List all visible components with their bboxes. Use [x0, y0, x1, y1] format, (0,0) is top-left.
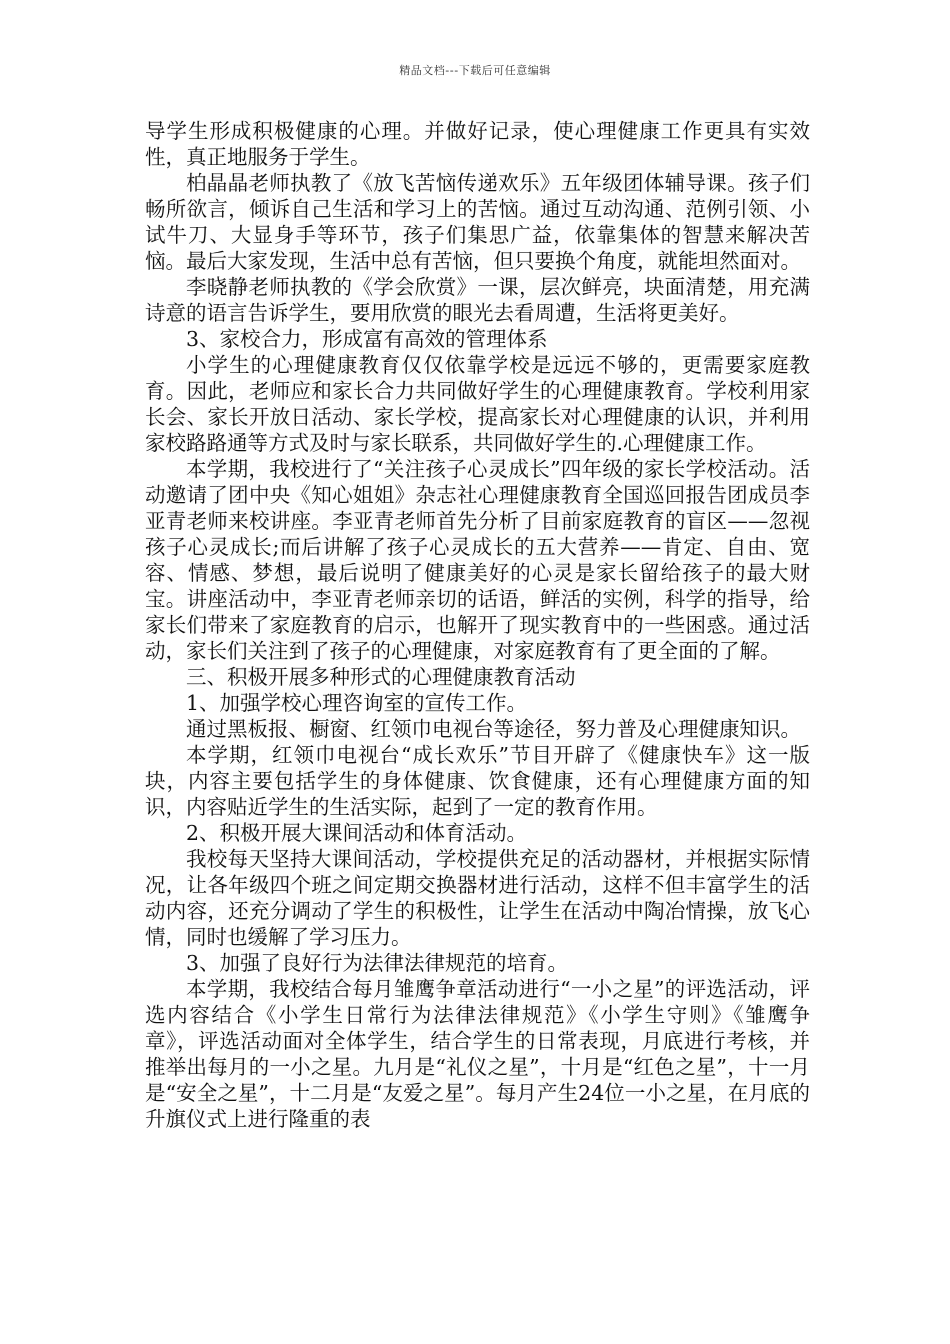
- paragraph: 本学期，我校进行了“关注孩子心灵成长”四年级的家长学校活动。活动邀请了团中央《知心姐姐》杂志社心理健康教育全国巡回报告团成员李亚青老师来校讲座。李亚青老师首先分析了目前家庭教育的盲区——忽视孩子心灵成长;而后讲解了孩子心灵成长的五大营养——肯定、自由、宽容、情感、梦想，最后说明了健康美好的心灵是家长留给孩子的最大财宝。讲座活动中，李亚青老师亲切的话语，鲜活的实例，科学的指导，给家长们带来了家庭教育的启示，也解开了现实教育中的一些困惑。通过活动，家长们关注到了孩子的心理健康，对家庭教育有了更全面的了解。: [145, 457, 810, 663]
- paragraph: 本学期，红领巾电视台“成长欢乐”节目开辟了《健康快车》这一版块，内容主要包括学生的身体健康、饮食健康，还有心理健康方面的知识，内容贴近学生的生活实际，起到了一定的教育作用。: [145, 743, 810, 819]
- section-heading: 3、家校合力，形成富有高效的管理体系: [186, 327, 548, 351]
- subsection-heading: 1、加强学校心理咨询室的宣传工作。: [186, 691, 528, 715]
- document-body: [145, 118, 810, 1132]
- section-heading: 三、积极开展多种形式的心理健康教育活动: [186, 665, 576, 689]
- paragraph: 通过黑板报、橱窗、红领巾电视台等途径，努力普及心理健康知识。: [186, 717, 801, 741]
- subsection-heading: 3、加强了良好行为法律法律规范的培育。: [186, 951, 569, 975]
- paragraph: 小学生的心理健康教育仅仅依靠学校是远远不够的，更需要家庭教育。因此，老师应和家长合力共同做好学生的心理健康教育。学校利用家长会、家长开放日活动、家长学校，提高家长对心理健康的认识，并利用家校路路通等方式及时与家长联系，共同做好学生的.心理健康工作。: [145, 353, 810, 455]
- page-header: 精品文档---下载后可任意编辑: [399, 64, 551, 77]
- paragraph: 我校每天坚持大课间活动，学校提供充足的活动器材，并根据实际情况，让各年级四个班之间定期交换器材进行活动，这样不但丰富学生的活动内容，还充分调动了学生的积极性，让学生在活动中陶冶情操，放飞心情，同时也缓解了学习压力。: [145, 847, 810, 949]
- paragraph: 导学生形成积极健康的心理。并做好记录，使心理健康工作更具有实效性，真正地服务于学生。: [145, 119, 810, 169]
- paragraph: 李晓静老师执教的《学会欣赏》一课，层次鲜亮，块面清楚，用充满诗意的语言告诉学生，要用欣赏的眼光去看周遭，生活将更美好。: [145, 275, 810, 325]
- paragraph: 本学期，我校结合每月雏鹰争章活动进行“一小之星”的评选活动，评选内容结合《小学生日常行为法律法律规范》《小学生守则》《雏鹰争章》，评选活动面对全体学生，结合学生的日常表现，月底进行考核，并推举出每月的一小之星。九月是“礼仪之星”，十月是“红色之星”，十一月是“安全之星”，十二月是“友爱之星”。每月产生24位一小之星，在月底的升旗仪式上进行隆重的表: [145, 977, 810, 1131]
- paragraph: 柏晶晶老师执教了《放飞苦恼传递欢乐》五年级团体辅导课。孩子们畅所欲言，倾诉自己生活和学习上的苦恼。通过互动沟通、范例引领、小试牛刀、大显身手等环节，孩子们集思广益，依靠集体的智慧来解决苦恼。最后大家发现，生活中总有苦恼，但只要换个角度，就能坦然面对。: [145, 171, 810, 273]
- subsection-heading: 2、积极开展大课间活动和体育活动。: [186, 821, 528, 845]
